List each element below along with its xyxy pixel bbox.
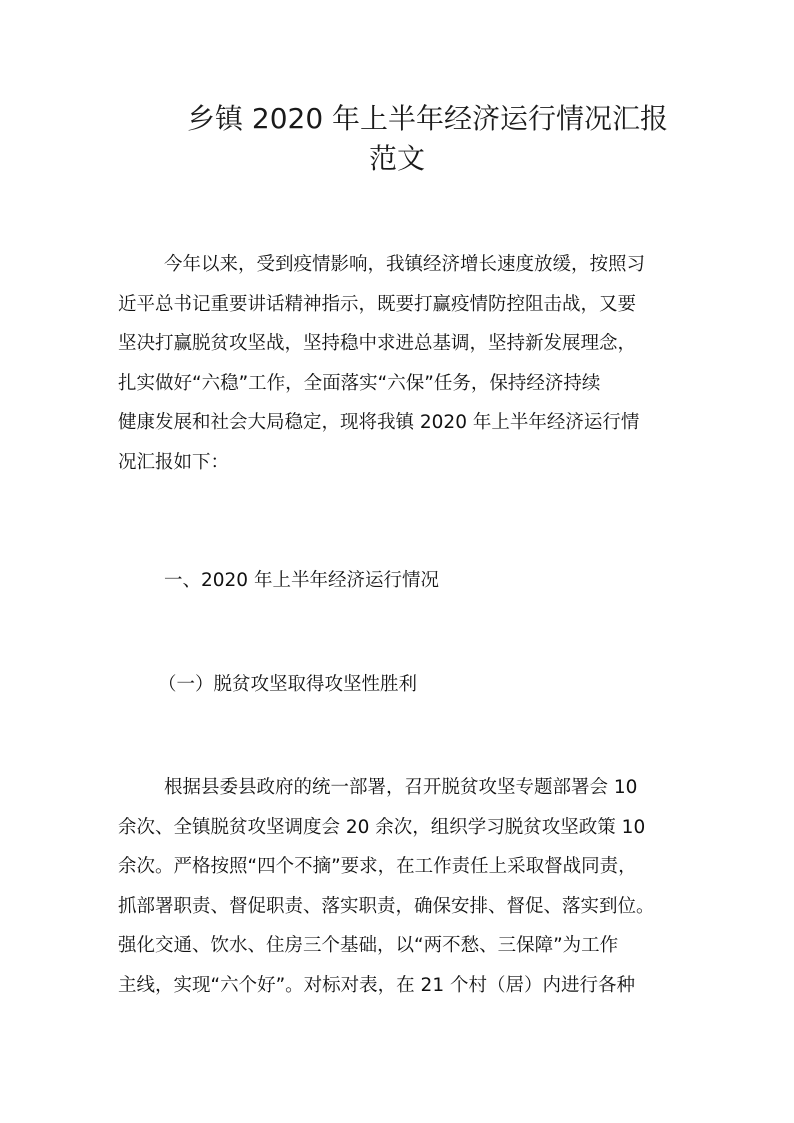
subsection-heading-text: （一）脱贫攻坚取得攻坚性胜利 <box>158 674 418 695</box>
intro-line: 今年以来，受到疫情影响，我镇经济增长速度放缓，按照习 <box>164 254 646 275</box>
section-heading <box>118 561 696 601</box>
intro-line: 况汇报如下： <box>118 451 230 473</box>
section-heading-text: 一、2020 年上半年经济运行情况 <box>164 570 439 591</box>
document-title-line-2: 范文 <box>369 142 426 175</box>
body-line: 余次。严格按照“四个不摘”要求，在工作责任上采取督战同责， <box>118 856 637 877</box>
intro-line: 近平总书记重要讲话精神指示，既要打赢疫情防控阻击战，又要 <box>118 293 637 315</box>
body-line: 强化交通、饮水、住房三个基础，以“两不愁、三保障”为工作 <box>118 935 619 956</box>
body-line: 主线，实现“六个好”。对标对表，在 21 个村（居）内进行各种 <box>118 974 635 996</box>
body-line: 余次、全镇脱贫攻坚调度会 20 余次，组织学习脱贫攻坚政策 10 <box>118 816 646 838</box>
document-title-line-1: 乡镇 2020 年上半年经济运行情况汇报 <box>187 102 669 135</box>
intro-line: 扎实做好“六稳”工作，全面落实“六保”任务，保持经济持续 <box>118 372 601 394</box>
body-line: 根据县委县政府的统一部署，召开脱贫攻坚专题部署会 10 <box>164 777 638 798</box>
subsection-heading <box>158 665 736 705</box>
body-line: 抓部署职责、督促职责、落实职责，确保安排、督促、落实到位。 <box>118 895 655 917</box>
body-paragraph <box>118 768 696 1005</box>
intro-paragraph <box>118 245 696 482</box>
intro-line: 健康发展和社会大局稳定，现将我镇 2020 年上半年经济运行情 <box>118 412 640 433</box>
intro-line: 坚决打赢脱贫攻坚战，坚持稳中求进总基调，坚持新发展理念， <box>118 333 637 354</box>
